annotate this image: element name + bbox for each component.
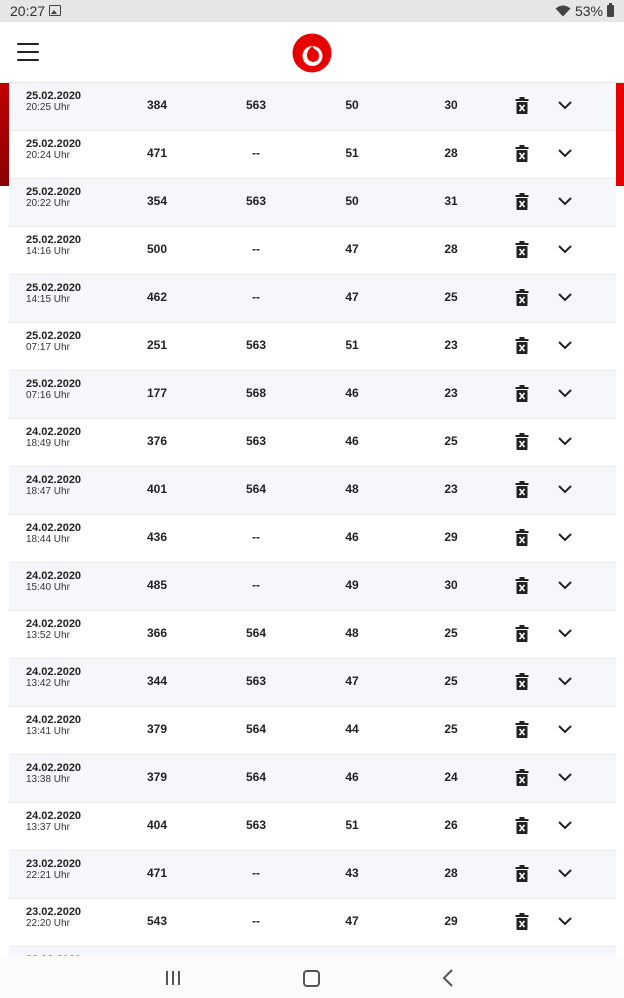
list-item[interactable]: [9, 515, 616, 563]
row-time: 07:16 Uhr: [26, 390, 70, 401]
row-value-3: 47: [345, 290, 359, 304]
trash-icon[interactable]: [515, 289, 529, 306]
chevron-down-icon[interactable]: [557, 195, 573, 207]
row-time: 18:44 Uhr: [26, 534, 70, 545]
status-right: [555, 3, 614, 19]
trash-icon[interactable]: [515, 145, 529, 162]
datetime-cell: [26, 906, 81, 930]
row-value-3: 46: [345, 770, 359, 784]
row-date: 23.02.2020: [26, 858, 82, 870]
list-item[interactable]: [9, 275, 616, 323]
trash-icon[interactable]: [515, 625, 529, 642]
trash-icon[interactable]: [515, 241, 529, 258]
row-value-4: 28: [444, 242, 458, 256]
row-time: 14:16 Uhr: [26, 246, 70, 257]
datetime-cell: [26, 570, 81, 594]
trash-icon[interactable]: [515, 433, 529, 450]
row-value-3: 50: [345, 194, 359, 208]
battery-icon: [607, 5, 614, 17]
row-value-1: 471: [146, 866, 168, 880]
row-value-1: 379: [146, 722, 168, 736]
row-value-1: 344: [146, 674, 168, 688]
row-value-3: 43: [345, 866, 359, 880]
row-value-4: 25: [444, 626, 458, 640]
row-value-1: 366: [146, 626, 168, 640]
row-time: 22:20 Uhr: [26, 918, 70, 929]
row-value-2: --: [252, 242, 260, 256]
row-date: 24.02.2020: [26, 426, 82, 438]
row-value-3: 46: [345, 386, 359, 400]
datetime-cell: [26, 282, 81, 306]
row-value-2: 563: [245, 818, 267, 832]
status-bar: [0, 0, 624, 22]
list-item[interactable]: [9, 131, 616, 179]
row-date: 25.02.2020: [26, 138, 82, 150]
list-item[interactable]: [9, 851, 616, 899]
row-value-4: 25: [444, 674, 458, 688]
chevron-down-icon[interactable]: [557, 771, 573, 783]
trash-icon[interactable]: [515, 385, 529, 402]
row-value-3: 47: [345, 674, 359, 688]
row-value-2: --: [252, 530, 260, 544]
status-time: 20:27: [10, 3, 46, 19]
row-value-3: 48: [345, 626, 359, 640]
chevron-down-icon[interactable]: [557, 627, 573, 639]
list-item[interactable]: [9, 659, 616, 707]
back-icon[interactable]: [441, 969, 455, 987]
vodafone-logo: [292, 33, 332, 73]
row-value-4: 25: [444, 434, 458, 448]
row-value-2: 563: [245, 674, 267, 688]
chevron-down-icon[interactable]: [557, 675, 573, 687]
list-item[interactable]: [9, 755, 616, 803]
trash-icon[interactable]: [515, 913, 529, 930]
row-date: 24.02.2020: [26, 522, 82, 534]
datetime-cell: [26, 90, 81, 114]
trash-icon[interactable]: [515, 529, 529, 546]
row-value-1: 436: [146, 530, 168, 544]
trash-icon[interactable]: [515, 193, 529, 210]
row-time: 13:41 Uhr: [26, 726, 70, 737]
row-value-4: 30: [444, 578, 458, 592]
row-value-4: 24: [444, 770, 458, 784]
row-value-3: 48: [345, 482, 359, 496]
datetime-cell: [26, 810, 81, 834]
trash-icon[interactable]: [515, 481, 529, 498]
row-value-1: 379: [146, 770, 168, 784]
datetime-cell: [26, 234, 81, 258]
row-value-4: 28: [444, 866, 458, 880]
row-value-2: --: [252, 866, 260, 880]
list-item[interactable]: [9, 419, 616, 467]
datetime-cell: [26, 426, 81, 450]
chevron-down-icon[interactable]: [557, 435, 573, 447]
datetime-cell: [26, 138, 81, 162]
trash-icon[interactable]: [515, 337, 529, 354]
trash-icon[interactable]: [515, 673, 529, 690]
row-value-3: 50: [345, 98, 359, 112]
row-value-3: 49: [345, 578, 359, 592]
wifi-icon: [555, 5, 571, 17]
row-value-4: 23: [444, 338, 458, 352]
row-date: 25.02.2020: [26, 90, 82, 102]
chevron-down-icon[interactable]: [557, 867, 573, 879]
row-value-4: 31: [444, 194, 458, 208]
row-value-3: 46: [345, 434, 359, 448]
row-date: 24.02.2020: [26, 618, 82, 630]
row-value-2: 564: [245, 626, 267, 640]
trash-icon[interactable]: [515, 97, 529, 114]
row-value-1: 177: [146, 386, 168, 400]
row-value-2: 564: [245, 482, 267, 496]
row-value-4: 23: [444, 386, 458, 400]
row-value-2: --: [252, 578, 260, 592]
gallery-notification-icon: [49, 5, 61, 16]
chevron-down-icon[interactable]: [557, 291, 573, 303]
datetime-cell: [26, 714, 81, 738]
row-value-3: 44: [345, 722, 359, 736]
trash-icon[interactable]: [515, 817, 529, 834]
row-date: 25.02.2020: [26, 282, 82, 294]
row-value-4: 28: [444, 146, 458, 160]
row-date: 24.02.2020: [26, 762, 82, 774]
datetime-cell: [26, 858, 81, 882]
row-date: 25.02.2020: [26, 378, 82, 390]
row-value-2: 564: [245, 722, 267, 736]
row-value-4: 25: [444, 722, 458, 736]
row-value-2: 563: [245, 434, 267, 448]
row-value-2: 564: [245, 770, 267, 784]
left-accent-bar: [0, 83, 9, 186]
list-item[interactable]: [9, 803, 616, 851]
datetime-cell: [26, 666, 81, 690]
row-value-2: 563: [245, 98, 267, 112]
battery-percent: 53%: [574, 3, 603, 19]
chevron-down-icon[interactable]: [557, 147, 573, 159]
row-date: 24.02.2020: [26, 570, 82, 582]
chevron-down-icon[interactable]: [557, 339, 573, 351]
datetime-cell: [26, 186, 81, 210]
row-time: 13:37 Uhr: [26, 822, 70, 833]
row-time: 13:42 Uhr: [26, 678, 70, 689]
recent-apps-icon[interactable]: [166, 971, 182, 985]
row-value-2: 563: [245, 338, 267, 352]
row-date: 25.02.2020: [26, 186, 82, 198]
row-value-1: 500: [146, 242, 168, 256]
chevron-down-icon[interactable]: [557, 483, 573, 495]
list-item[interactable]: [9, 899, 616, 947]
row-value-3: 51: [345, 818, 359, 832]
row-date: 24.02.2020: [26, 810, 82, 822]
row-date: 25.02.2020: [26, 234, 82, 246]
row-value-3: 51: [345, 338, 359, 352]
row-value-1: 354: [146, 194, 168, 208]
row-value-4: 23: [444, 482, 458, 496]
list-item[interactable]: [9, 467, 616, 515]
row-value-1: 462: [146, 290, 168, 304]
datetime-cell: [26, 618, 81, 642]
row-date: 25.02.2020: [26, 330, 82, 342]
chevron-down-icon[interactable]: [557, 387, 573, 399]
row-value-2: --: [252, 146, 260, 160]
row-value-3: 47: [345, 242, 359, 256]
row-value-2: 563: [245, 194, 267, 208]
list-item[interactable]: [9, 563, 616, 611]
row-date: 24.02.2020: [26, 474, 82, 486]
chevron-down-icon[interactable]: [557, 819, 573, 831]
row-value-3: 51: [345, 146, 359, 160]
datetime-cell: [26, 330, 81, 354]
trash-icon[interactable]: [515, 721, 529, 738]
row-value-3: 46: [345, 530, 359, 544]
chevron-down-icon[interactable]: [557, 579, 573, 591]
hamburger-icon[interactable]: [17, 43, 39, 61]
row-value-4: 25: [444, 290, 458, 304]
row-time: 18:49 Uhr: [26, 438, 70, 449]
row-value-1: 471: [146, 146, 168, 160]
row-time: 20:22 Uhr: [26, 198, 70, 209]
list-item[interactable]: [9, 227, 616, 275]
row-date: 23.02.2020: [26, 906, 82, 918]
row-value-1: 384: [146, 98, 168, 112]
row-value-1: 404: [146, 818, 168, 832]
row-value-1: 543: [146, 914, 168, 928]
datetime-cell: [26, 522, 81, 546]
row-time: 18:47 Uhr: [26, 486, 70, 497]
list-item[interactable]: [9, 371, 616, 419]
chevron-down-icon[interactable]: [557, 531, 573, 543]
trash-icon[interactable]: [515, 769, 529, 786]
row-value-1: 376: [146, 434, 168, 448]
chevron-down-icon[interactable]: [557, 99, 573, 111]
chevron-down-icon[interactable]: [557, 723, 573, 735]
row-time: 20:24 Uhr: [26, 150, 70, 161]
datetime-cell: [26, 378, 81, 402]
row-value-4: 29: [444, 914, 458, 928]
measurement-list[interactable]: [9, 83, 616, 956]
row-time: 13:52 Uhr: [26, 630, 70, 641]
row-value-1: 251: [146, 338, 168, 352]
row-value-1: 401: [146, 482, 168, 496]
navigation-bar: [0, 956, 624, 998]
datetime-cell: [26, 474, 81, 498]
row-date: 24.02.2020: [26, 666, 82, 678]
row-time: 22:21 Uhr: [26, 870, 70, 881]
row-value-2: --: [252, 914, 260, 928]
chevron-down-icon[interactable]: [557, 915, 573, 927]
row-time: 07:17 Uhr: [26, 342, 70, 353]
row-time: 20:25 Uhr: [26, 102, 70, 113]
row-value-3: 47: [345, 914, 359, 928]
datetime-cell: [26, 762, 81, 786]
row-value-4: 30: [444, 98, 458, 112]
row-value-2: 568: [245, 386, 267, 400]
list-item[interactable]: [9, 83, 616, 131]
trash-icon[interactable]: [515, 577, 529, 594]
scroll-indicator[interactable]: [616, 83, 624, 186]
list-item[interactable]: [9, 179, 616, 227]
row-value-4: 29: [444, 530, 458, 544]
row-value-2: --: [252, 290, 260, 304]
home-icon[interactable]: [303, 970, 320, 987]
row-time: 13:38 Uhr: [26, 774, 70, 785]
list-item[interactable]: [9, 611, 616, 659]
chevron-down-icon[interactable]: [557, 243, 573, 255]
row-date: 24.02.2020: [26, 714, 82, 726]
row-value-1: 485: [146, 578, 168, 592]
row-value-4: 26: [444, 818, 458, 832]
app-header: [0, 22, 624, 83]
trash-icon[interactable]: [515, 865, 529, 882]
row-time: 15:40 Uhr: [26, 582, 70, 593]
list-item[interactable]: [9, 323, 616, 371]
row-time: 14:15 Uhr: [26, 294, 70, 305]
list-item[interactable]: [9, 707, 616, 755]
